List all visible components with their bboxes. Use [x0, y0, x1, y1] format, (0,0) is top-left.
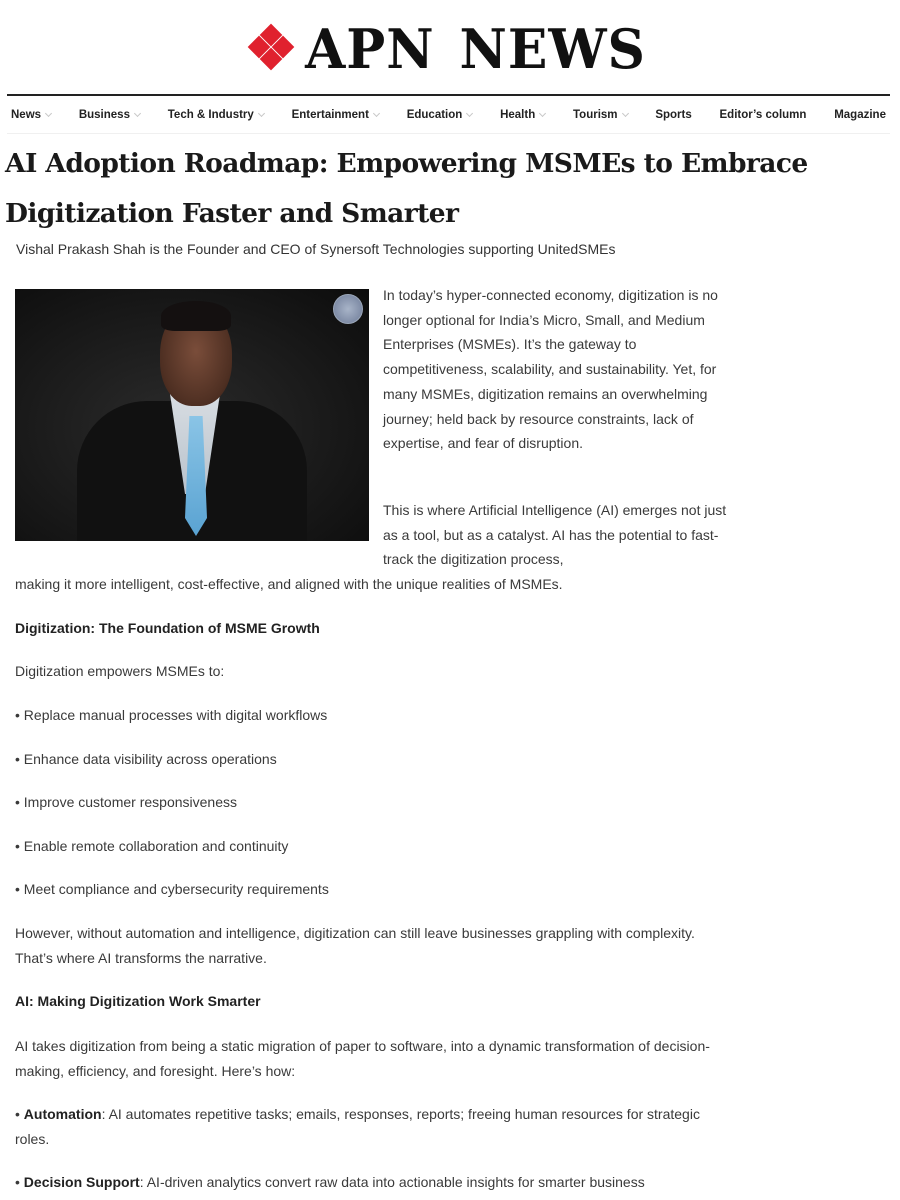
- list-item: • Decision Support: AI-driven analytics convert raw data into actionable insights for smarter business: [15, 1174, 645, 1190]
- section-heading-digitization: Digitization: The Foundation of MSME Growth: [15, 620, 320, 636]
- nav-item-news[interactable]: [11, 109, 51, 121]
- nav-label: Business: [78, 108, 130, 121]
- nav-label: Entertainment: [291, 108, 369, 121]
- nav-item-education[interactable]: [407, 109, 473, 121]
- nav-item-entertainment[interactable]: [292, 109, 379, 121]
- list-item: • Automation: AI automates repetitive tasks; emails, responses, reports; freeing human resources for strategic roles.: [15, 1106, 700, 1147]
- bullet-text: : AI-driven analytics convert raw data into actionable insights for smarter business: [139, 1174, 645, 1190]
- nav-label: News: [11, 108, 42, 121]
- section-heading-ai-smarter: AI: Making Digitization Work Smarter: [15, 993, 261, 1009]
- nav-label: Education: [406, 108, 463, 121]
- list-item: • Meet compliance and cybersecurity requirements: [15, 881, 329, 897]
- list-item: • Enhance data visibility across operations: [15, 751, 277, 767]
- nav-item-health[interactable]: [500, 109, 545, 121]
- chevron-down-icon: [45, 109, 52, 116]
- logo-word-apn: APN: [305, 16, 436, 81]
- bullet-term: Decision Support: [23, 1174, 140, 1190]
- nav-label: Magazine: [834, 108, 886, 121]
- list-item: • Enable remote collaboration and continuity: [15, 838, 289, 854]
- nav-item-tourism[interactable]: [573, 109, 628, 121]
- nav-item-sports[interactable]: [655, 109, 691, 121]
- logo-diamond-icon: [246, 24, 296, 74]
- main-nav: [7, 94, 890, 134]
- nav-item-business[interactable]: [79, 109, 140, 121]
- list-item: • Improve customer responsiveness: [15, 794, 237, 810]
- article-title: AI Adoption Roadmap: Empowering MSMEs to Embrace Digitization Faster and Smarter: [5, 148, 808, 229]
- masthead: [0, 0, 900, 93]
- logo-word-news: NEWS: [460, 16, 647, 81]
- nav-label: Tourism: [573, 108, 618, 121]
- author-photo: [15, 289, 369, 541]
- site-logo[interactable]: [246, 16, 653, 81]
- nav-item-magazine[interactable]: [834, 109, 886, 121]
- section-closing-paragraph: However, without automation and intelligence, digitization can still leave businesses grappling with complexity. That’s where AI transforms the narrative.: [15, 925, 695, 966]
- nav-label: Sports: [655, 108, 692, 121]
- intro-paragraph-2-continued: making it more intelligent, cost-effective, and aligned with the unique realities of MSMEs.: [15, 576, 563, 592]
- emblem-badge-icon: [333, 294, 363, 324]
- chevron-down-icon: [621, 109, 628, 116]
- nav-label: Tech & Industry: [167, 108, 254, 121]
- logo-wordmark: [305, 16, 647, 81]
- section-lead: Digitization empowers MSMEs to:: [15, 663, 225, 679]
- chevron-down-icon: [539, 109, 546, 116]
- section-lead: AI takes digitization from being a static migration of paper to software, into a dynamic transformation of decision-making, efficiency, and foresight. Here’s how:: [15, 1038, 710, 1079]
- intro-paragraph-1: In today’s hyper-connected economy, digitization is no longer optional for India’s Micro, Small, and Medium Enterprises (MSMEs). It’s the gateway to competitiveness, scalability, and sustainability. Yet, for many MSMEs, digitization remains an overwhelming journey; held back by resource constraints, lack of expertise, and fear of disruption.: [383, 287, 718, 452]
- chevron-down-icon: [373, 109, 380, 116]
- chevron-down-icon: [466, 109, 473, 116]
- bullet-text: : AI automates repetitive tasks; emails, responses, reports; freeing human resources for strategic roles.: [15, 1106, 700, 1147]
- chevron-down-icon: [134, 109, 141, 116]
- list-item: • Replace manual processes with digital workflows: [15, 707, 328, 723]
- nav-item-tech-industry[interactable]: [168, 109, 264, 121]
- nav-label: Health: [500, 108, 536, 121]
- nav-item-editors-column[interactable]: [720, 109, 807, 121]
- photo-hair: [161, 301, 231, 331]
- chevron-down-icon: [258, 109, 265, 116]
- intro-paragraph-2: This is where Artificial Intelligence (AI) emerges not just as a tool, but as a catalyst. AI has the potential to fast-track the digitization process,: [383, 502, 727, 568]
- nav-label: Editor’s column: [719, 108, 807, 121]
- article-byline: Vishal Prakash Shah is the Founder and CEO of Synersoft Technologies supporting UnitedSMEs: [16, 241, 616, 257]
- bullet-term: Automation: [23, 1106, 102, 1122]
